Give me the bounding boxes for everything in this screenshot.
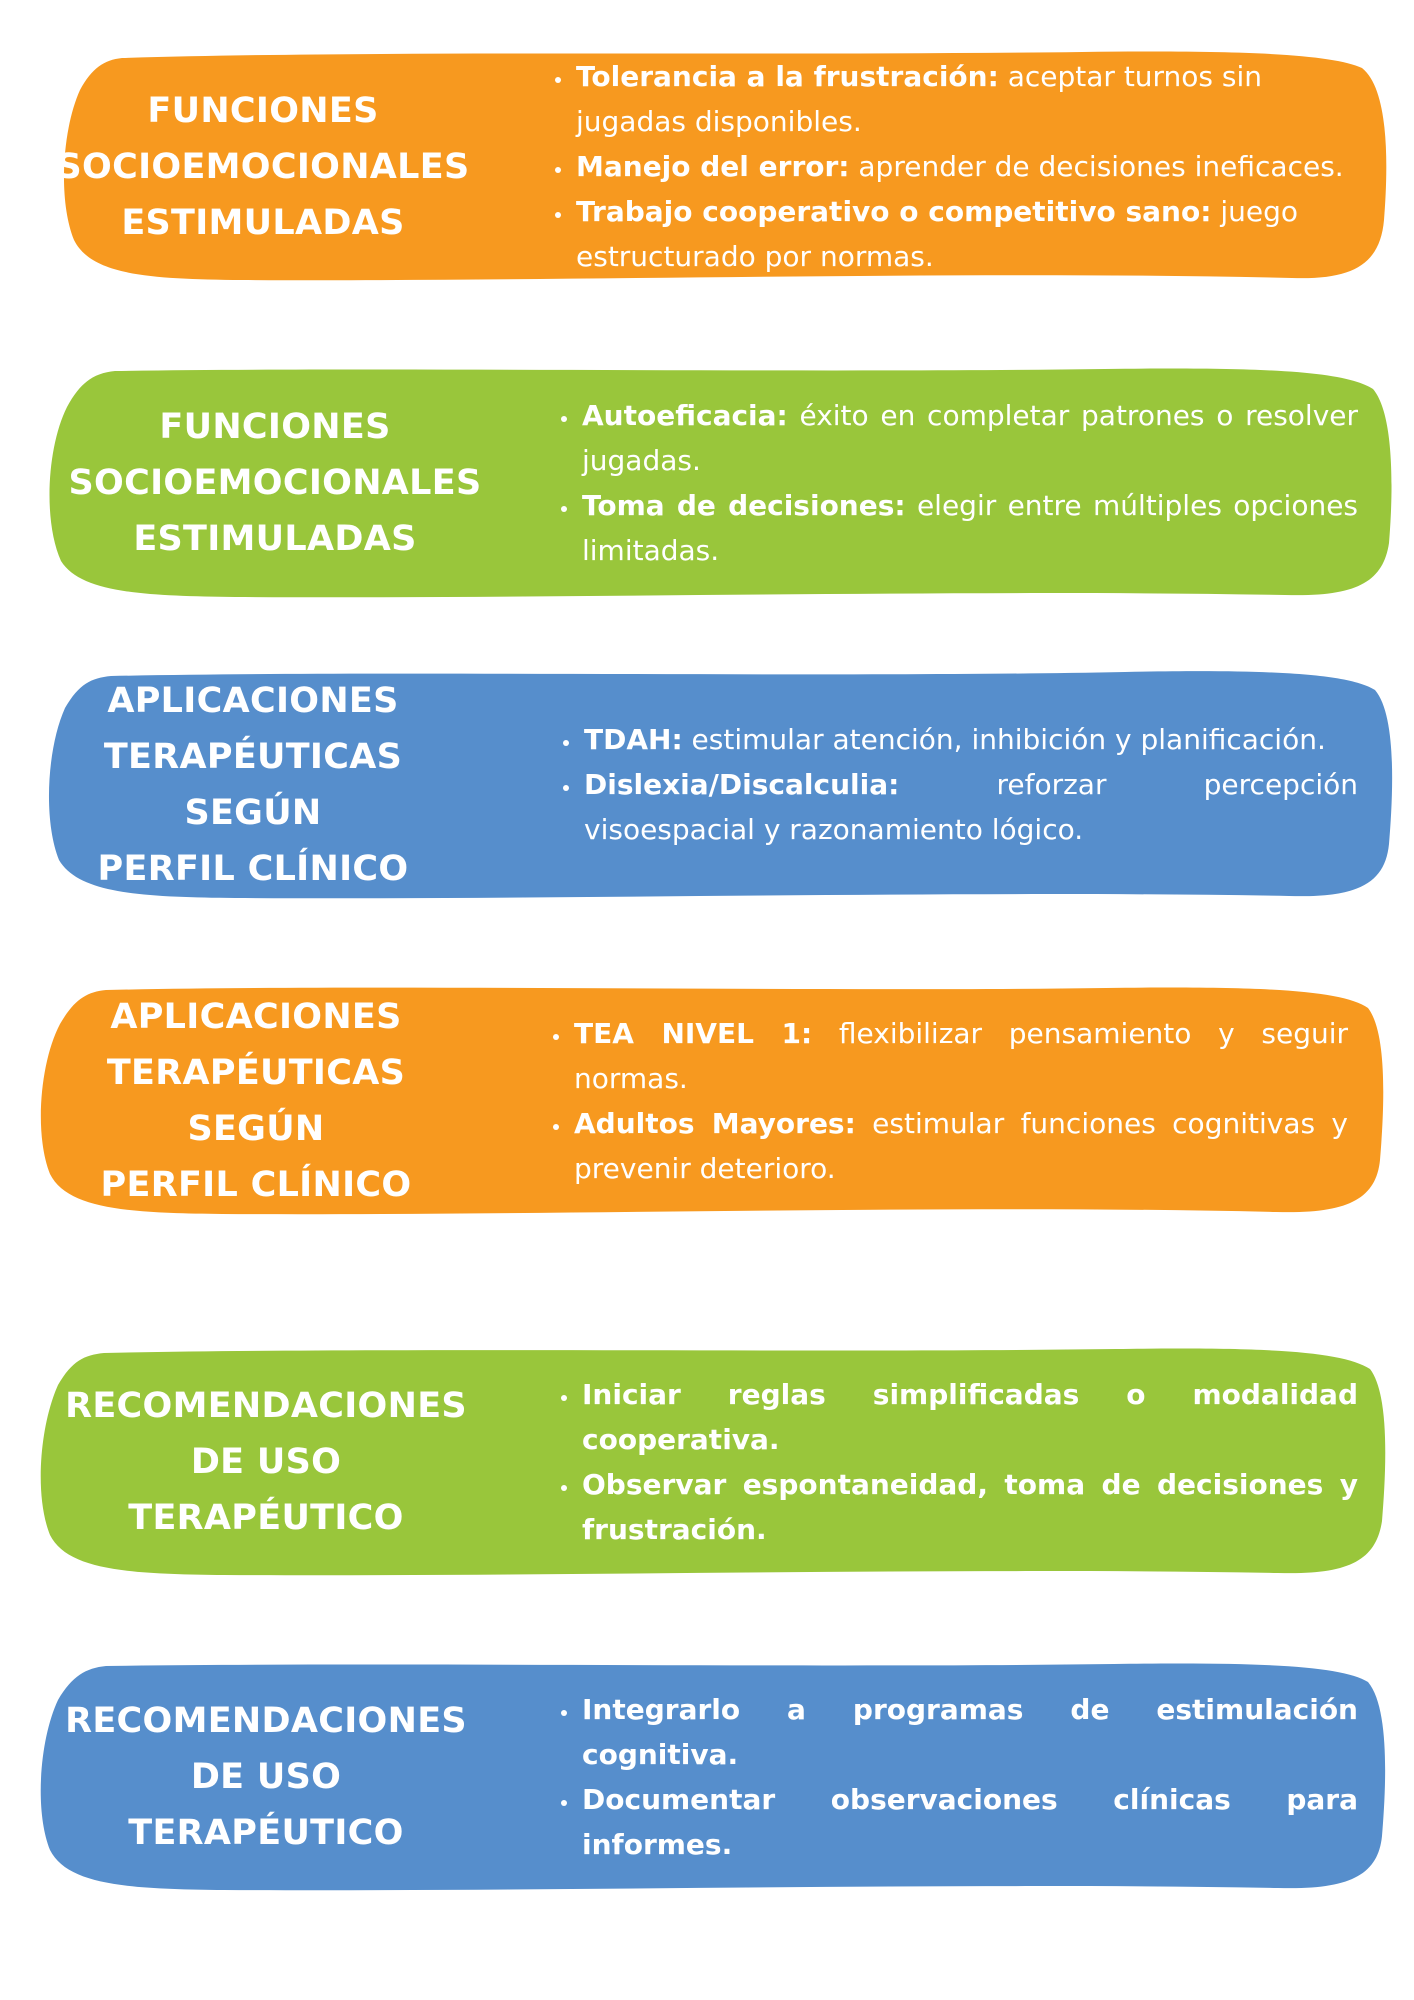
item-lead: Tolerancia a la frustración: — [576, 60, 999, 93]
item-lead: Integrarlo a programas de estimulación cognitiva. — [582, 1692, 1358, 1771]
card-title — [53, 668, 453, 901]
title-line: APLICACIONES — [107, 680, 399, 721]
title-line: FUNCIONES — [159, 406, 391, 447]
card-list — [542, 984, 1348, 1217]
list-item — [574, 144, 1374, 189]
title-line: TERAPÉUTICO — [128, 1812, 404, 1853]
list-item — [580, 1687, 1358, 1777]
card-list — [550, 1660, 1358, 1893]
title-line: APLICACIONES — [110, 996, 402, 1037]
card-title — [68, 365, 482, 600]
list-item — [574, 54, 1374, 144]
title-line: TERAPÉUTICAS SEGÚN — [106, 1052, 406, 1149]
title-line: DE USO — [190, 1756, 342, 1797]
list-item — [582, 717, 1358, 762]
card-list — [550, 1345, 1358, 1578]
item-text: reforzar percepción visoespacial y razonamiento lógico. — [584, 768, 1358, 846]
list-item — [580, 1777, 1358, 1867]
item-lead: TEA NIVEL 1: — [574, 1016, 813, 1050]
item-lead: TDAH: — [584, 723, 683, 756]
item-lead: Adultos Mayores: — [574, 1106, 856, 1140]
item-text: juego estructurado por normas. — [576, 195, 1298, 273]
card-list — [552, 668, 1358, 901]
card-socioemotional-2 — [45, 365, 1395, 600]
title-line: SOCIOEMOCIONALES — [68, 462, 482, 503]
title-line: RECOMENDACIONES — [65, 1385, 467, 1426]
list-item — [582, 762, 1358, 852]
item-text: flexibilizar pensamiento y seguir normas. — [574, 1016, 1349, 1095]
card-list — [544, 50, 1374, 283]
card-recommendations-1 — [36, 1345, 1388, 1578]
card-therapeutic-2 — [36, 984, 1386, 1217]
card-list — [550, 365, 1358, 600]
title-line: PERFIL CLÍNICO — [100, 1164, 412, 1205]
list-item — [580, 1372, 1358, 1462]
item-lead: Observar espontaneidad, toma de decisiones y frustración. — [582, 1467, 1358, 1546]
item-text: estimular funciones cognitivas y prevenir deterioro. — [574, 1106, 1348, 1185]
card-title — [56, 50, 470, 283]
item-lead: Toma de decisiones: — [582, 488, 906, 522]
list-item — [572, 1101, 1348, 1191]
item-lead: Manejo del error: — [576, 150, 850, 183]
card-title — [40, 984, 472, 1217]
item-lead: Iniciar reglas simplificadas o modalidad cooperativa. — [582, 1377, 1358, 1456]
title-line: SOCIOEMOCIONALES — [56, 146, 470, 187]
list-item — [572, 1011, 1348, 1101]
list-item — [574, 189, 1374, 279]
item-text: elegir entre múltiples opciones limitadas. — [582, 488, 1359, 567]
title-line: DE USO — [190, 1441, 342, 1482]
item-lead: Dislexia/Discalculia: — [584, 768, 900, 801]
title-line: PERFIL CLÍNICO — [97, 848, 409, 889]
card-recommendations-2 — [36, 1660, 1388, 1893]
list-item — [580, 1462, 1358, 1552]
title-line: TERAPÉUTICAS SEGÚN — [103, 736, 403, 833]
list-item — [580, 393, 1358, 483]
item-text: aceptar turnos sin jugadas disponibles. — [576, 60, 1263, 138]
item-lead: Autoeficacia: — [582, 398, 788, 432]
title-line: TERAPÉUTICO — [128, 1497, 404, 1538]
card-therapeutic-1 — [45, 668, 1395, 901]
card-title — [65, 1345, 467, 1578]
card-title — [65, 1660, 467, 1893]
item-text: aprender de decisiones ineficaces. — [849, 150, 1344, 183]
title-line: FUNCIONES — [147, 90, 379, 131]
list-item — [580, 483, 1358, 573]
card-socioemotional-1 — [56, 50, 1388, 283]
item-text: estimular atención, inhibición y planificación. — [682, 723, 1326, 756]
item-lead: Documentar observaciones clínicas para informes. — [582, 1782, 1358, 1861]
item-text: éxito en completar patrones o resolver jugadas. — [582, 398, 1358, 477]
title-line: ESTIMULADAS — [121, 202, 405, 243]
title-line: ESTIMULADAS — [133, 518, 417, 559]
item-lead: Trabajo cooperativo o competitivo sano: — [576, 195, 1212, 228]
title-line: RECOMENDACIONES — [65, 1700, 467, 1741]
